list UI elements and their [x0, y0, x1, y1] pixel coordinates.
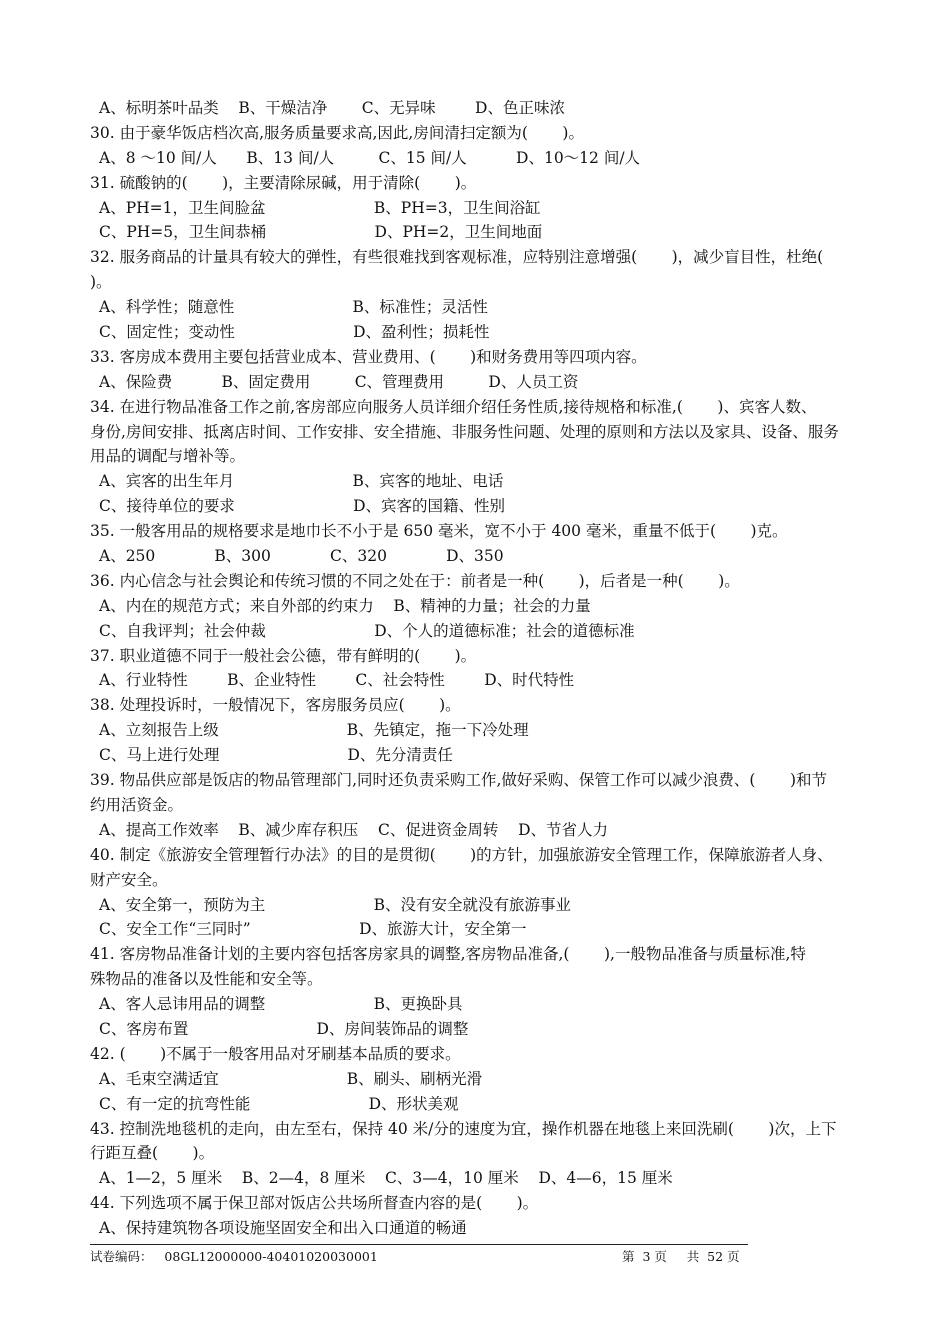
page-number: 第 3 页 共 52 页 — [622, 1249, 740, 1264]
option-line: A、保持建筑物各项设施坚固安全和出入口通道的畅通 — [99, 1219, 467, 1238]
question-line: 30. 由于豪华饭店档次高,服务质量要求高,因此,房间清扫定额为( )。 — [90, 123, 584, 142]
option-line: C、固定性；变动性 D、盈利性；损耗性 — [99, 323, 490, 342]
option-line: A、PH=1，卫生间脸盆 B、PH=3，卫生间浴缸 — [99, 198, 541, 217]
option-line: A、250 B、300 C、320 D、350 — [99, 547, 504, 566]
option-line: A、内在的规范方式；来自外部的约束力 B、精神的力量；社会的力量 — [99, 596, 591, 615]
question-line: 44. 下列选项不属于保卫部对饭店公共场所督查内容的是( )。 — [90, 1194, 539, 1213]
question-line: 38. 处理投诉时，一般情况下，客房服务员应( )。 — [90, 696, 461, 715]
option-line: A、提高工作效率 B、减少库存积压 C、促进资金周转 D、节省人力 — [99, 820, 608, 839]
option-line: C、马上进行处理 D、先分清责任 — [99, 746, 453, 765]
question-line: 39. 物品供应部是饭店的物品管理部门,同时还负责采购工作,做好采购、保管工作可以减少浪费、( )和节 — [90, 771, 828, 790]
question-line: 32. 服务商品的计量具有较大的弹性，有些很难找到客观标准，应特别注意增强( )，减少盲目性，杜绝( — [90, 248, 824, 267]
option-line: A、1—2，5 厘米 B、2—4，8 厘米 C、3—4，10 厘米 D、4—6，15 厘米 — [99, 1169, 673, 1188]
question-line: 约用活资金。 — [90, 795, 184, 814]
question-line: 43. 控制洗地毯机的走向，由左至右，保持 40 米/分的速度为宜，操作机器在地毯上来回洗刷( )次，上下 — [90, 1119, 837, 1138]
option-line: A、科学性；随意性 B、标准性；灵活性 — [99, 298, 488, 317]
option-line: C、安全工作“三同时” D、旅游大计，安全第一 — [99, 920, 527, 939]
option-line: A、毛束空满适宜 B、刷头、刷柄光滑 — [99, 1069, 483, 1088]
option-line: C、PH=5，卫生间恭桶 D、PH=2，卫生间地面 — [99, 223, 543, 242]
question-line: 34. 在进行物品准备工作之前,客房部应向服务人员详细介绍任务性质,接待规格和标准,( )、宾客人数、 — [90, 397, 817, 416]
exam-content — [90, 96, 870, 1241]
question-line: 41. 客房物品准备计划的主要内容包括客房家具的调整,客房物品准备,( ),一般物品准备与质量标准,特 — [90, 945, 806, 964]
option-line: A、标明茶叶品类 B、干燥洁净 C、无异味 D、色正味浓 — [99, 99, 565, 117]
question-line: 37. 职业道德不同于一般社会公德，带有鲜明的( )。 — [90, 646, 477, 665]
footer-rule — [90, 1244, 748, 1245]
question-line: 殊物品的准备以及性能和安全等。 — [90, 970, 323, 989]
question-line: 42. ( )不属于一般客用品对牙刷基本品质的要求。 — [90, 1044, 461, 1063]
option-line: C、客房布置 D、房间装饰品的调整 — [99, 1019, 469, 1038]
question-line: 用品的调配与增补等。 — [90, 447, 246, 466]
question-line: 33. 客房成本费用主要包括营业成本、营业费用、( )和财务费用等四项内容。 — [90, 347, 647, 366]
option-line: A、8 ～10 间/人 B、13 间/人 C、15 间/人 D、10～12 间/人 — [99, 148, 641, 167]
question-line: 身份,房间安排、抵离店时间、工作安排、安全措施、非服务性问题、处理的原则和方法以及家具、设备、服务 — [90, 422, 839, 441]
option-line: A、客人忌讳用品的调整 B、更换卧具 — [99, 995, 463, 1014]
question-line: 36. 内心信念与社会舆论和传统习惯的不同之处在于：前者是一种( )，后者是一种( )。 — [90, 571, 740, 590]
option-line: C、自我评判；社会仲裁 D、个人的道德标准；社会的道德标准 — [99, 621, 635, 640]
option-line: A、立刻报告上级 B、先镇定，拖一下冷处理 — [99, 721, 529, 740]
question-line: )。 — [90, 273, 112, 292]
option-line: C、接待单位的要求 D、宾客的国籍、性别 — [99, 497, 506, 516]
question-line: 财产安全。 — [90, 870, 168, 889]
option-line: A、行业特性 B、企业特性 C、社会特性 D、时代特性 — [99, 671, 575, 690]
question-line: 31. 硫酸钠的( )，主要清除尿碱，用于清除( )。 — [90, 173, 477, 192]
paper-code: 试卷编码： 08GL12000000-40401020030001 — [90, 1249, 378, 1264]
option-line: A、宾客的出生年月 B、宾客的地址、电话 — [99, 472, 504, 491]
option-line: C、有一定的抗弯性能 D、形状美观 — [99, 1094, 459, 1113]
option-line: A、安全第一，预防为主 B、没有安全就没有旅游事业 — [99, 895, 571, 914]
question-line: 40. 制定《旅游安全管理暂行办法》的目的是贯彻( )的方针，加强旅游安全管理工作，保障旅游者人身、 — [90, 845, 833, 864]
option-line: A、保险费 B、固定费用 C、管理费用 D、人员工资 — [99, 372, 579, 391]
question-line: 行距互叠( )。 — [90, 1144, 215, 1163]
question-line: 35. 一般客用品的规格要求是地巾长不小于是 650 毫米，宽不小于 400 毫米，重量不低于( )克。 — [90, 522, 788, 541]
